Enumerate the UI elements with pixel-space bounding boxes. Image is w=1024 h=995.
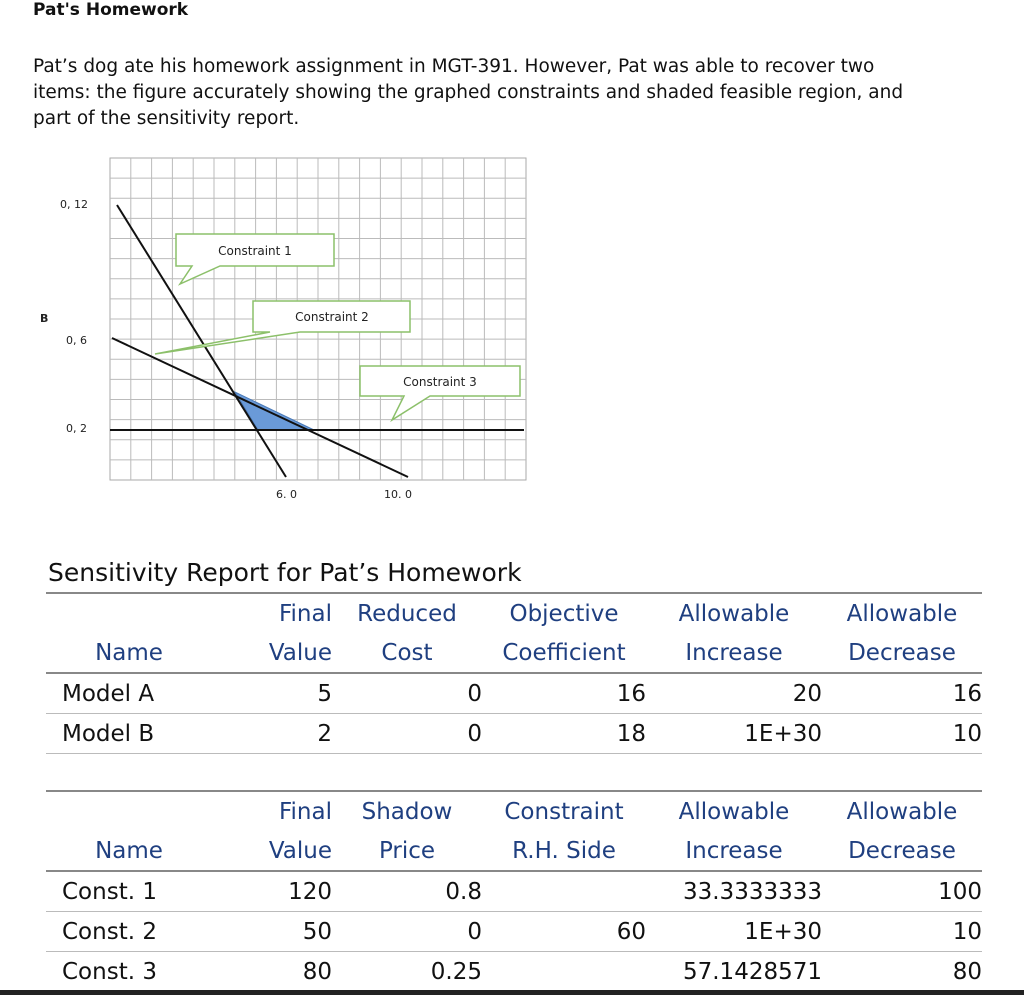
con-final: 80 (212, 952, 332, 992)
var-h1-0 (46, 593, 212, 633)
con-rhs (482, 952, 646, 992)
con-shadow: 0 (332, 912, 482, 952)
con-h1-4: Allowable (678, 798, 790, 825)
con-decrease: 100 (822, 871, 982, 912)
con-increase: 33.3333333 (646, 871, 822, 912)
con-h1-0 (46, 791, 212, 831)
page-title: Pat's Homework (33, 0, 189, 20)
con-decrease: 80 (822, 952, 982, 992)
constraint-1-label: Constraint 1 (218, 244, 292, 258)
y-label-2: 0, 2 (66, 422, 87, 435)
table-row (46, 871, 982, 912)
con-h2-0: Name (46, 831, 212, 871)
con-shadow: 0.25 (332, 952, 482, 992)
x-label-6: 6. 0 (276, 488, 297, 501)
var-final: 2 (212, 714, 332, 754)
con-h2-2: Price (332, 831, 482, 871)
var-name: Model B (46, 714, 212, 754)
con-increase: 57.1428571 (646, 952, 822, 992)
con-h1-1: Final (278, 798, 332, 825)
var-name: Model A (46, 673, 212, 714)
table-row (46, 952, 982, 992)
con-name: Const. 2 (46, 912, 212, 952)
con-final: 120 (212, 871, 332, 912)
var-h1-3: Objective (509, 600, 619, 627)
table-row (46, 673, 982, 714)
con-name: Const. 3 (46, 952, 212, 992)
var-h2-4: Increase (646, 633, 822, 673)
var-h2-3: Coefficient (482, 633, 646, 673)
con-increase: 1E+30 (646, 912, 822, 952)
var-h1-5: Allowable (846, 600, 958, 627)
var-h2-0: Name (46, 633, 212, 673)
bottom-border (0, 990, 1024, 995)
var-increase: 20 (646, 673, 822, 714)
var-h2-1: Value (212, 633, 332, 673)
con-shadow: 0.8 (332, 871, 482, 912)
variables-table (46, 592, 982, 754)
con-name: Const. 1 (46, 871, 212, 912)
y-label-6: 0, 6 (66, 334, 87, 347)
var-objective: 18 (482, 714, 646, 754)
var-h2-5: Decrease (822, 633, 982, 673)
constraint-graph (0, 150, 540, 510)
con-final: 50 (212, 912, 332, 952)
y-axis-letter: B (40, 312, 49, 325)
var-decrease: 16 (822, 673, 982, 714)
con-h2-3: R.H. Side (482, 831, 646, 871)
var-h2-2: Cost (332, 633, 482, 673)
table-row (46, 714, 982, 754)
intro-paragraph: Pat’s dog ate his homework assignment in MGT-391. However, Pat was able to recover two items: the figure accurately showing the graphed constraints and shaded feasible region, and part of the sensitivity report. (33, 56, 904, 129)
con-h2-1: Value (212, 831, 332, 871)
var-objective: 16 (482, 673, 646, 714)
con-decrease: 10 (822, 912, 982, 952)
con-rhs (482, 871, 646, 912)
y-label-12: 0, 12 (60, 198, 88, 211)
constraint-figure (0, 150, 540, 510)
con-h2-4: Increase (646, 831, 822, 871)
var-h1-2: Reduced (357, 600, 457, 627)
var-h1-4: Allowable (678, 600, 790, 627)
var-reduced: 0 (332, 673, 482, 714)
report-title: Sensitivity Report for Pat’s Homework (48, 558, 522, 587)
var-h1-1: Final (278, 600, 332, 627)
var-final: 5 (212, 673, 332, 714)
var-increase: 1E+30 (646, 714, 822, 754)
con-h1-2: Shadow (361, 798, 453, 825)
con-h2-5: Decrease (822, 831, 982, 871)
constraint-3-label: Constraint 3 (403, 375, 477, 389)
var-reduced: 0 (332, 714, 482, 754)
table-row (46, 912, 982, 952)
con-rhs: 60 (482, 912, 646, 952)
con-h1-3: Constraint (504, 798, 624, 825)
x-label-10: 10. 0 (384, 488, 412, 501)
constraint-2-label: Constraint 2 (295, 310, 369, 324)
constraints-table (46, 790, 982, 992)
var-decrease: 10 (822, 714, 982, 754)
con-h1-5: Allowable (846, 798, 958, 825)
